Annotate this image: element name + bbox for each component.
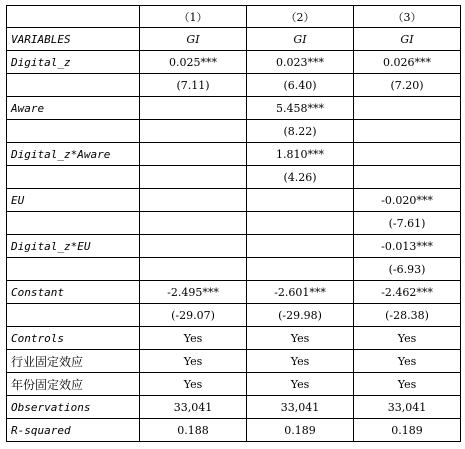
table-cell <box>354 120 461 143</box>
table-cell: 33,041 <box>354 396 461 419</box>
table-cell: -2.601*** <box>247 281 354 304</box>
row-label <box>7 258 140 281</box>
table-cell: (6.40) <box>247 74 354 97</box>
table-row <box>7 189 461 212</box>
row-label: Constant <box>7 281 140 304</box>
table-cell: Yes <box>140 327 247 350</box>
table-row <box>7 281 461 304</box>
table-row <box>7 120 461 143</box>
table-cell: Yes <box>247 350 354 373</box>
table-cell: (-7.61) <box>354 212 461 235</box>
table-row <box>7 97 461 120</box>
table-cell <box>140 143 247 166</box>
row-label: Digital_z <box>7 51 140 74</box>
table-cell: Yes <box>140 350 247 373</box>
row-label: 行业固定效应 <box>7 350 140 373</box>
table-row <box>7 350 461 373</box>
table-row <box>7 74 461 97</box>
table-cell <box>140 189 247 212</box>
table-cell <box>140 258 247 281</box>
table-cell <box>354 97 461 120</box>
table-cell: 1.810*** <box>247 143 354 166</box>
table-cell: -0.013*** <box>354 235 461 258</box>
table-row <box>7 327 461 350</box>
table-row <box>7 419 461 442</box>
dependent-var-1: GI <box>140 28 247 51</box>
table-cell: 0.189 <box>354 419 461 442</box>
table-cell <box>247 212 354 235</box>
table-cell: 0.188 <box>140 419 247 442</box>
regression-table-container <box>6 5 461 442</box>
table-cell: (7.20) <box>354 74 461 97</box>
column-header-1: （1） <box>140 6 247 28</box>
table-cell <box>354 143 461 166</box>
table-cell: -0.020*** <box>354 189 461 212</box>
row-label: Controls <box>7 327 140 350</box>
dependent-var-3: GI <box>354 28 461 51</box>
table-cell: (-6.93) <box>354 258 461 281</box>
table-row <box>7 143 461 166</box>
row-label <box>7 74 140 97</box>
table-cell <box>140 166 247 189</box>
variables-label: VARIABLES <box>7 28 140 51</box>
table-cell: 0.026*** <box>354 51 461 74</box>
table-cell: (7.11) <box>140 74 247 97</box>
table-cell: (4.26) <box>247 166 354 189</box>
table-cell: (-28.38) <box>354 304 461 327</box>
table-row <box>7 258 461 281</box>
column-number-row <box>7 6 461 28</box>
table-row <box>7 51 461 74</box>
row-label: Digital_z*Aware <box>7 143 140 166</box>
table-cell: 0.189 <box>247 419 354 442</box>
table-cell: Yes <box>140 373 247 396</box>
table-cell <box>247 235 354 258</box>
table-cell: 5.458*** <box>247 97 354 120</box>
table-cell <box>140 212 247 235</box>
table-row <box>7 396 461 419</box>
table-cell: -2.462*** <box>354 281 461 304</box>
row-label <box>7 120 140 143</box>
table-cell <box>140 97 247 120</box>
table-cell: 33,041 <box>247 396 354 419</box>
table-row <box>7 304 461 327</box>
table-cell: -2.495*** <box>140 281 247 304</box>
row-label: EU <box>7 189 140 212</box>
table-cell: Yes <box>354 350 461 373</box>
table-cell <box>140 235 247 258</box>
row-label: Aware <box>7 97 140 120</box>
table-cell: (-29.98) <box>247 304 354 327</box>
row-label: 年份固定效应 <box>7 373 140 396</box>
table-cell: Yes <box>247 373 354 396</box>
dependent-var-2: GI <box>247 28 354 51</box>
column-header-3: （3） <box>354 6 461 28</box>
table-cell: 0.023*** <box>247 51 354 74</box>
table-row <box>7 373 461 396</box>
table-row <box>7 212 461 235</box>
table-cell: Yes <box>354 373 461 396</box>
table-row <box>7 166 461 189</box>
table-cell: 33,041 <box>140 396 247 419</box>
table-cell <box>247 258 354 281</box>
row-label: Observations <box>7 396 140 419</box>
table-cell: (8.22) <box>247 120 354 143</box>
row-label <box>7 212 140 235</box>
row-label <box>7 304 140 327</box>
row-label: R-squared <box>7 419 140 442</box>
row-label: Digital_z*EU <box>7 235 140 258</box>
table-cell: (-29.07) <box>140 304 247 327</box>
column-header-2: （2） <box>247 6 354 28</box>
table-cell: Yes <box>354 327 461 350</box>
corner-cell <box>7 6 140 28</box>
variables-row <box>7 28 461 51</box>
table-cell <box>140 120 247 143</box>
table-row <box>7 235 461 258</box>
table-cell <box>247 189 354 212</box>
row-label <box>7 166 140 189</box>
table-cell <box>354 166 461 189</box>
table-cell: Yes <box>247 327 354 350</box>
table-cell: 0.025*** <box>140 51 247 74</box>
regression-table <box>6 5 461 442</box>
